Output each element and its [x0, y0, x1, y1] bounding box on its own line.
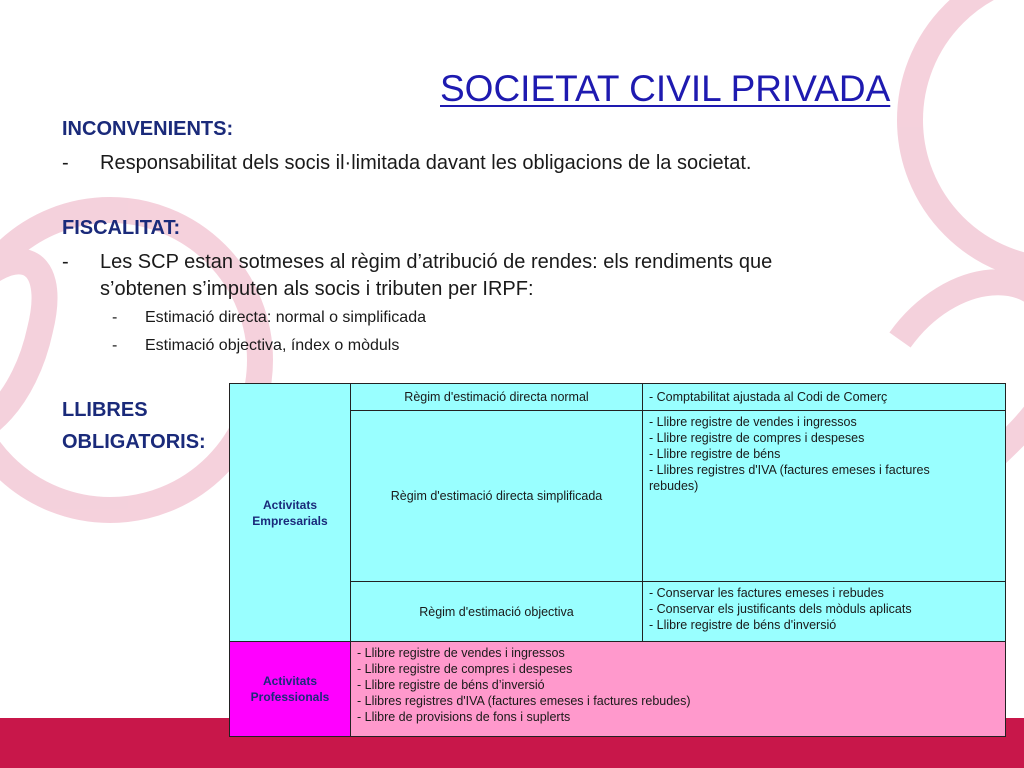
book-item: - Conservar les factures emeses i rebudes	[649, 586, 884, 600]
page-title: SOCIETAT CIVIL PRIVADA	[440, 68, 891, 109]
inconvenients-heading: INCONVENIENTS:	[62, 118, 234, 140]
books-table	[229, 383, 1006, 737]
fiscalitat-item-text-line2: s’obtenen s’imputen als socis i tributen per IRPF:	[100, 278, 534, 300]
books-cell	[643, 411, 1006, 582]
inconvenient-item: - Responsabilitat dels socis il·limitada davant les obligacions de la societat.	[62, 152, 752, 174]
fiscalitat-subitem: - Estimació directa: normal o simplificada	[112, 309, 426, 326]
book-item: - Conservar els justificants dels mòduls aplicats	[649, 602, 912, 616]
book-item: - Comptabilitat ajustada al Codi de Comerç	[649, 390, 888, 404]
professionals-label-cell	[230, 642, 351, 737]
inconvenient-item-text: Responsabilitat dels socis il·limitada davant les obligacions de la societat.	[100, 152, 752, 174]
fiscalitat-subitem-text: Estimació directa: normal o simplificada	[145, 309, 426, 326]
empresarials-label-cell	[230, 384, 351, 642]
book-item: - Llibre registre de compres i despeses	[649, 431, 865, 445]
book-item: - Llibre registre de compres i despeses	[357, 662, 573, 676]
fiscalitat-heading: FISCALITAT:	[62, 217, 181, 239]
fiscalitat-item: - Les SCP estan sotmeses al règim d’atribució de rendes: els rendiments que	[62, 251, 773, 273]
books-cell	[643, 582, 1006, 642]
books-cell	[643, 384, 1006, 411]
book-item: - Llibre registre de béns	[649, 447, 781, 461]
empresarials-label-line2: Empresarials	[252, 513, 328, 528]
book-item: - Llibre de provisions de fons i suplerts	[357, 710, 571, 724]
book-item: rebudes)	[649, 479, 699, 493]
regim-cell: Règim d'estimació objectiva	[351, 582, 643, 642]
book-item: - Llibres registres d'IVA (factures emeses i factures rebudes)	[357, 694, 691, 708]
regim-cell: Règim d'estimació directa simplificada	[351, 411, 643, 582]
fiscalitat-subitem: - Estimació objectiva, índex o mòduls	[112, 337, 400, 354]
fiscalitat-subitem-text: Estimació objectiva, índex o mòduls	[145, 337, 400, 354]
regim-cell: Règim d'estimació directa normal	[351, 384, 643, 411]
llibres-heading-line1: LLIBRES	[62, 399, 148, 421]
book-item: - Llibre registre de béns d’inversió	[357, 678, 545, 692]
fiscalitat-item-text-line1: Les SCP estan sotmeses al règim d’atribució de rendes: els rendiments que	[100, 251, 773, 273]
book-item: - Llibre registre de vendes i ingressos	[649, 415, 857, 429]
empresarials-label-line1: Activitats	[262, 497, 318, 512]
book-item: - Llibres registres d'IVA (factures emeses i factures	[649, 463, 930, 477]
book-item: - Llibre registre de béns d'inversió	[649, 618, 837, 632]
professionals-label-line1: Activitats	[262, 674, 318, 688]
professionals-books-cell	[351, 642, 1006, 737]
book-item: - Llibre registre de vendes i ingressos	[357, 646, 565, 660]
professionals-label-line2: Professionals	[250, 690, 330, 704]
llibres-heading-line2: OBLIGATORIS:	[62, 431, 206, 453]
